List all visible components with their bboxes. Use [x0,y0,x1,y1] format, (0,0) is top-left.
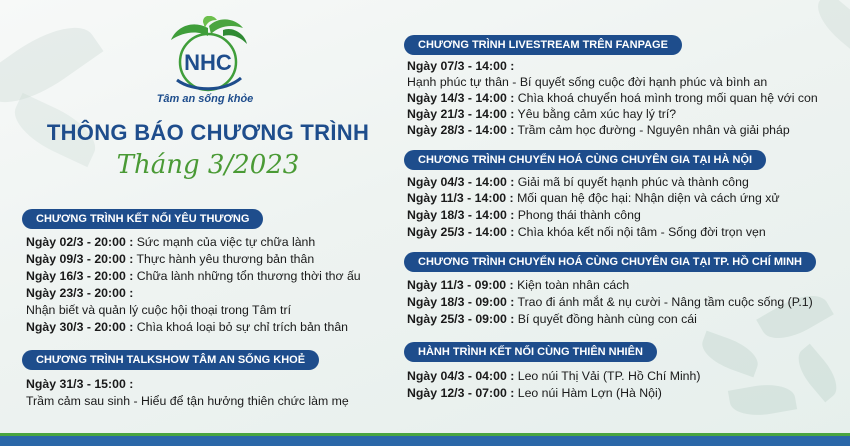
logo-tagline: Tâm an sống khỏe [156,93,254,105]
schedule-line: Ngày 12/3 - 07:00 : Leo núi Hàm Lợn (Hà Nội) [407,386,662,400]
schedule-line: Ngày 14/3 - 14:00 : Chìa khoá chuyển hoá mình trong mối quan hệ với con [407,91,818,105]
leaf-decoration [728,380,797,421]
leaf-decoration [790,344,845,403]
schedule-line: Ngày 18/3 - 14:00 : Phong thái thành công [407,208,641,222]
schedule-line: Ngày 02/3 - 20:00 : Sức mạnh của việc tự chữa lành [26,235,316,249]
schedule-line: Ngày 23/3 - 20:00 : [26,286,134,300]
section-heading: CHƯƠNG TRÌNH CHUYỂN HOÁ CÙNG CHUYÊN GIA TẠI HÀ NỘI [404,150,766,170]
schedule-line: Ngày 28/3 - 14:00 : Trầm cảm học đường - Nguyên nhân và giải pháp [407,123,790,137]
month-title: Tháng 3/2023 [116,150,300,180]
schedule-line: Ngày 18/3 - 09:00 : Trao đi ánh mắt & nụ cười - Nâng tầm cuộc sống (P.1) [407,295,813,309]
section-heading: CHƯƠNG TRÌNH TALKSHOW TÂM AN SỐNG KHOẺ [22,350,319,370]
nhc-logo [163,16,253,96]
schedule-line: Hạnh phúc tự thân - Bí quyết sống cuộc đời hạnh phúc và bình an [407,75,768,89]
schedule-line: Ngày 09/3 - 20:00 : Thực hành yêu thương bản thân [26,252,315,266]
schedule-line: Ngày 21/3 - 14:00 : Yêu bằng cảm xúc hay lý trí? [407,107,677,121]
schedule-line: Ngày 31/3 - 15:00 : [26,377,134,391]
svg-text:NHC: NHC [184,50,232,75]
page-title: THÔNG BÁO CHƯƠNG TRÌNH [46,120,370,145]
schedule-line: Trầm cảm sau sinh - Hiểu để tận hưởng thiên chức làm mẹ [26,394,349,408]
leaf-decoration [697,331,763,378]
schedule-line: Ngày 25/3 - 09:00 : Bí quyết đồng hành cùng con cái [407,312,697,326]
section-heading: CHƯƠNG TRÌNH LIVESTREAM TRÊN FANPAGE [404,35,682,55]
schedule-line: Ngày 04/3 - 14:00 : Giải mã bí quyết hạnh phúc và thành công [407,175,749,189]
schedule-line: Ngày 04/3 - 04:00 : Leo núi Thị Vải (TP. Hồ Chí Minh) [407,369,701,383]
schedule-line: Ngày 07/3 - 14:00 : [407,59,515,73]
schedule-line: Ngày 11/3 - 14:00 : Mối quan hệ độc hại: Nhận diện và cách ứng xử [407,191,780,205]
section-heading: CHƯƠNG TRÌNH CHUYỂN HOÁ CÙNG CHUYÊN GIA TẠI TP. HỒ CHÍ MINH [404,252,816,272]
schedule-line: Ngày 16/3 - 20:00 : Chữa lành những tổn thương thời thơ ấu [26,269,361,283]
leaf-decoration [809,0,850,59]
schedule-line: Ngày 30/3 - 20:00 : Chìa khoá loại bỏ sự chỉ trích bản thân [26,320,348,334]
section-heading: CHƯƠNG TRÌNH KẾT NỐI YÊU THƯƠNG [22,209,263,229]
footer-band [0,436,850,446]
schedule-line: Ngày 11/3 - 09:00 : Kiện toàn nhân cách [407,278,630,292]
leaf-decoration [0,10,103,120]
schedule-line: Nhận biết và quản lý cuộc hội thoại trong Tâm trí [26,303,291,317]
section-heading: HÀNH TRÌNH KẾT NỐI CÙNG THIÊN NHIÊN [404,342,657,362]
schedule-line: Ngày 25/3 - 14:00 : Chìa khóa kết nối nội tâm - Sống đời trọn vẹn [407,225,766,239]
